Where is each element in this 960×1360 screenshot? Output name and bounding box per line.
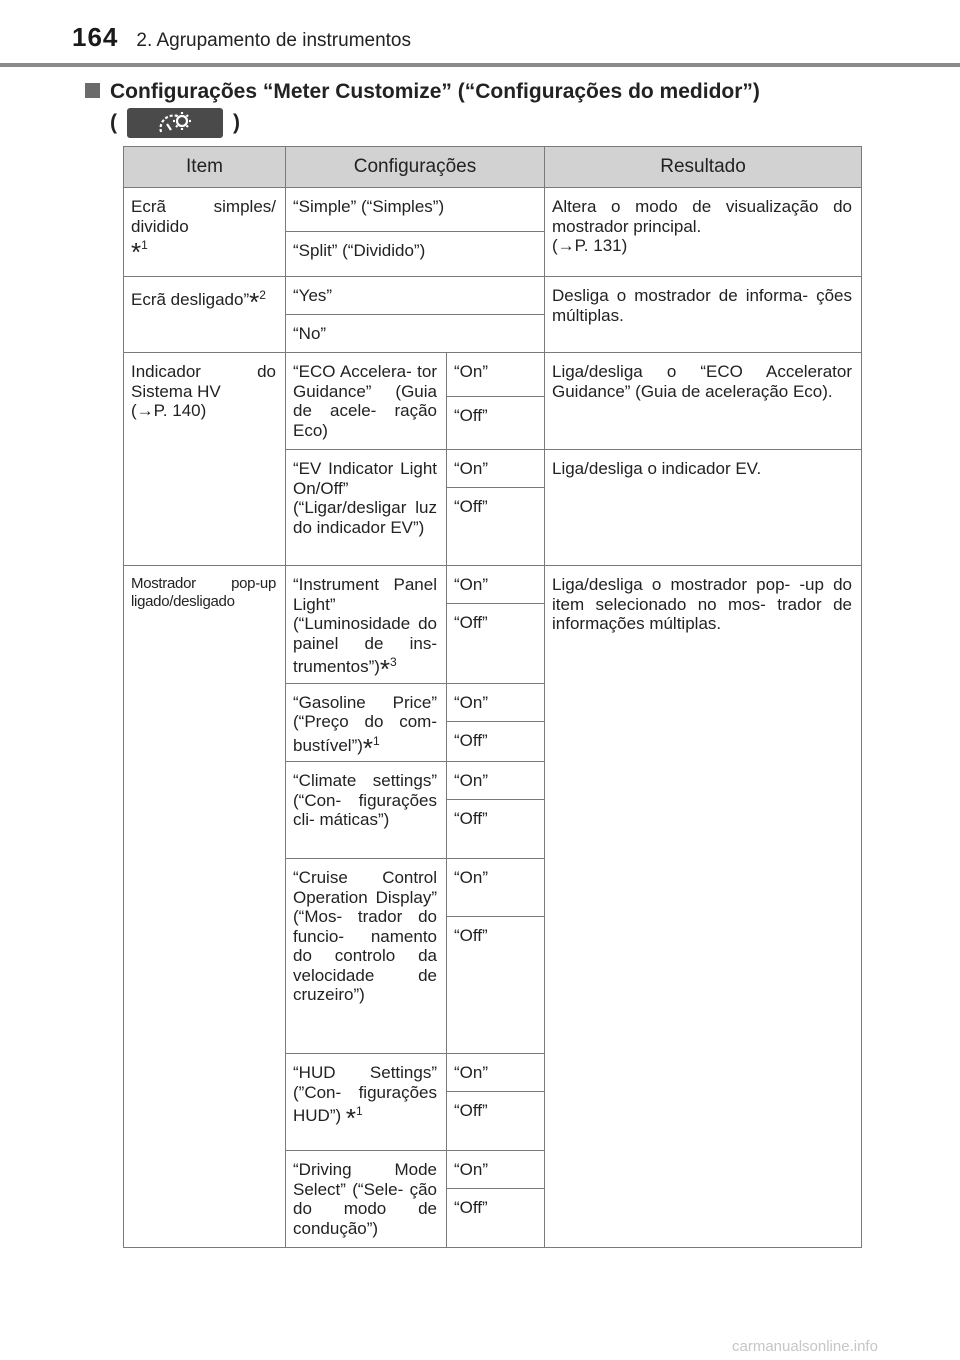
footnote-number: 1 [373, 733, 380, 748]
table-header-row [124, 147, 862, 188]
footnote-number: 3 [390, 655, 397, 669]
value-on: “On” [447, 566, 545, 604]
option-cell: “No” [286, 315, 545, 353]
sub-item-cell: “Cruise Control Operation Display” (“Mos- trador do funcio- namento do controlo da velocidade de cruzeiro”) [286, 859, 447, 1054]
footnote-star: * [379, 654, 391, 684]
table-row [124, 188, 862, 232]
result-text: Altera o modo de visualização do mostrador principal. [552, 197, 852, 236]
table-row [124, 566, 862, 604]
page-reference: (→P. 140) [131, 401, 207, 420]
value-on: “On” [447, 1054, 545, 1092]
paren-close: ) [233, 111, 240, 134]
footnote-number: 1 [141, 238, 148, 252]
square-bullet-icon [85, 83, 100, 98]
header-item: Item [124, 147, 286, 188]
item-cell: Mostrador pop-up ligado/desligado [124, 566, 286, 1248]
table-row [124, 277, 862, 315]
item-label: Ecrã desligado” [131, 290, 250, 309]
value-on: “On” [447, 353, 545, 397]
sub-item-label: “HUD Settings” (”Con- figurações HUD”) [293, 1063, 437, 1125]
sub-item-cell: “EV Indicator Light On/Off” (“Ligar/desligar luz do indicador EV”) [286, 450, 447, 566]
meter-gauge-gear-icon [127, 108, 223, 138]
page-number: 164 [72, 22, 119, 52]
value-on: “On” [447, 762, 545, 800]
value-off: “Off” [447, 722, 545, 762]
sub-item-cell [286, 1054, 447, 1151]
result-cell: Desliga o mostrador de informa- ções múltiplas. [545, 277, 862, 353]
sub-item-label: “Instrument Panel Light” (“Luminosidade do painel de ins- trumentos”) [293, 575, 437, 676]
section-title-line1: Configurações “Meter Customize” (“Configurações do medidor”) [110, 80, 760, 103]
header-settings: Configurações [286, 147, 545, 188]
value-on: “On” [447, 859, 545, 917]
page-header [72, 22, 411, 53]
result-cell: Liga/desliga o “ECO Accelerator Guidance” (Guia de aceleração Eco). [545, 353, 862, 450]
result-cell [545, 188, 862, 277]
page-reference: (→P. 131) [552, 236, 628, 255]
item-label: Indicador do Sistema HV [131, 362, 276, 401]
sub-item-cell: “ECO Accelera- tor Guidance” (Guia de acele- ração Eco) [286, 353, 447, 450]
watermark: carmanualsonline.info [732, 1338, 878, 1355]
sub-item-label: “Gasoline Price” (“Preço do com- bustível”) [293, 692, 437, 755]
value-on: “On” [447, 683, 545, 722]
option-cell: “Simple” (“Simples”) [286, 188, 545, 232]
chapter-title: 2. Agrupamento de instrumentos [136, 30, 411, 51]
value-on: “On” [447, 450, 545, 488]
option-cell: “Split” (“Dividido”) [286, 232, 545, 277]
meter-customize-table [123, 146, 862, 1248]
sub-item-cell: “Driving Mode Select” (“Sele- ção do modo de condução”) [286, 1151, 447, 1248]
value-on: “On” [447, 1151, 545, 1189]
sub-item-cell [286, 683, 447, 762]
item-label: Ecrã simples/ dividido [131, 197, 276, 236]
footnote-number: 1 [356, 1104, 363, 1118]
footnote-number: 2 [259, 288, 266, 302]
value-off: “Off” [447, 397, 545, 450]
item-cell [124, 188, 286, 277]
result-cell: Liga/desliga o indicador EV. [545, 450, 862, 566]
sub-item-cell [286, 566, 447, 684]
footnote-star: * [131, 237, 142, 267]
footnote-star: * [362, 732, 374, 763]
value-off: “Off” [447, 1189, 545, 1248]
footnote-star: * [249, 287, 260, 317]
paren-open: ( [110, 111, 117, 134]
table-row [124, 353, 862, 397]
header-rule [0, 63, 960, 67]
section-title [110, 78, 860, 138]
value-off: “Off” [447, 800, 545, 859]
option-cell: “Yes” [286, 277, 545, 315]
item-cell [124, 277, 286, 353]
header-result: Resultado [545, 147, 862, 188]
value-off: “Off” [447, 917, 545, 1054]
sub-item-cell: “Climate settings” (“Con- figurações cli- máticas”) [286, 762, 447, 859]
footnote-star: * [345, 1103, 357, 1133]
result-cell: Liga/desliga o mostrador pop- -up do item selecionado no mos- trador de informações múltiplas. [545, 566, 862, 1248]
item-cell [124, 353, 286, 566]
value-off: “Off” [447, 604, 545, 683]
value-off: “Off” [447, 1092, 545, 1151]
value-off: “Off” [447, 488, 545, 566]
